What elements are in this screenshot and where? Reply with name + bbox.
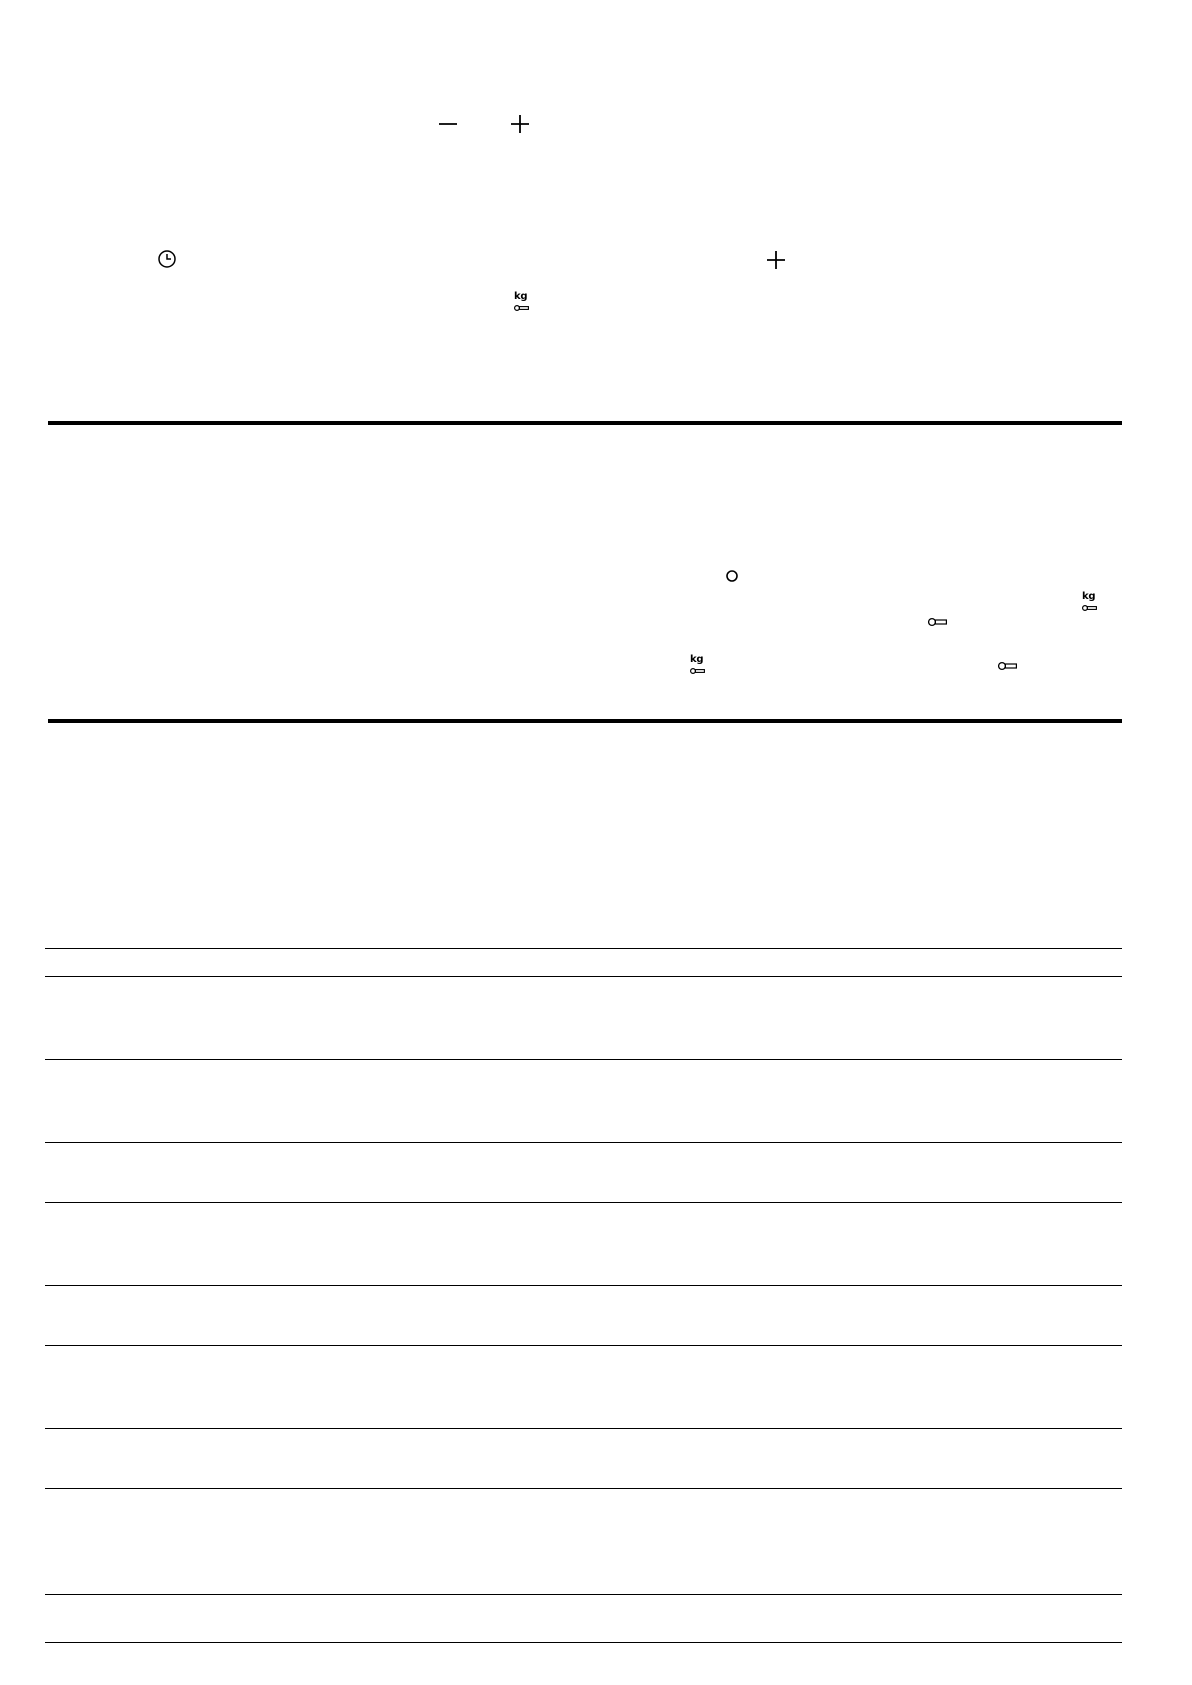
table-row-rule-last xyxy=(45,1594,1122,1595)
table-top-rule xyxy=(45,948,1122,949)
table-row-rule xyxy=(45,1059,1122,1060)
clock-icon xyxy=(157,249,177,269)
table-header-rule xyxy=(45,976,1122,977)
table-row-rule xyxy=(45,1142,1122,1143)
minus-icon xyxy=(438,114,458,134)
kg-probe-icon xyxy=(690,654,706,677)
section-divider xyxy=(48,421,1122,425)
section-divider xyxy=(48,719,1122,723)
table-row-rule xyxy=(45,1488,1122,1489)
table-row-rule xyxy=(45,1428,1122,1429)
ring-icon xyxy=(725,569,739,583)
kg-label: kg xyxy=(690,654,704,665)
kg-label: kg xyxy=(514,291,528,302)
table-bottom-rule xyxy=(45,1642,1122,1643)
kg-label: kg xyxy=(1082,591,1096,602)
plus-icon xyxy=(510,114,530,134)
kg-probe-icon xyxy=(514,291,530,314)
table-row-rule xyxy=(45,1345,1122,1346)
probe-icon xyxy=(998,661,1018,671)
table-row-rule xyxy=(45,1285,1122,1286)
table-row-rule xyxy=(45,1202,1122,1203)
kg-probe-icon xyxy=(1082,591,1098,614)
probe-icon xyxy=(928,617,948,627)
plus-icon xyxy=(766,250,786,270)
